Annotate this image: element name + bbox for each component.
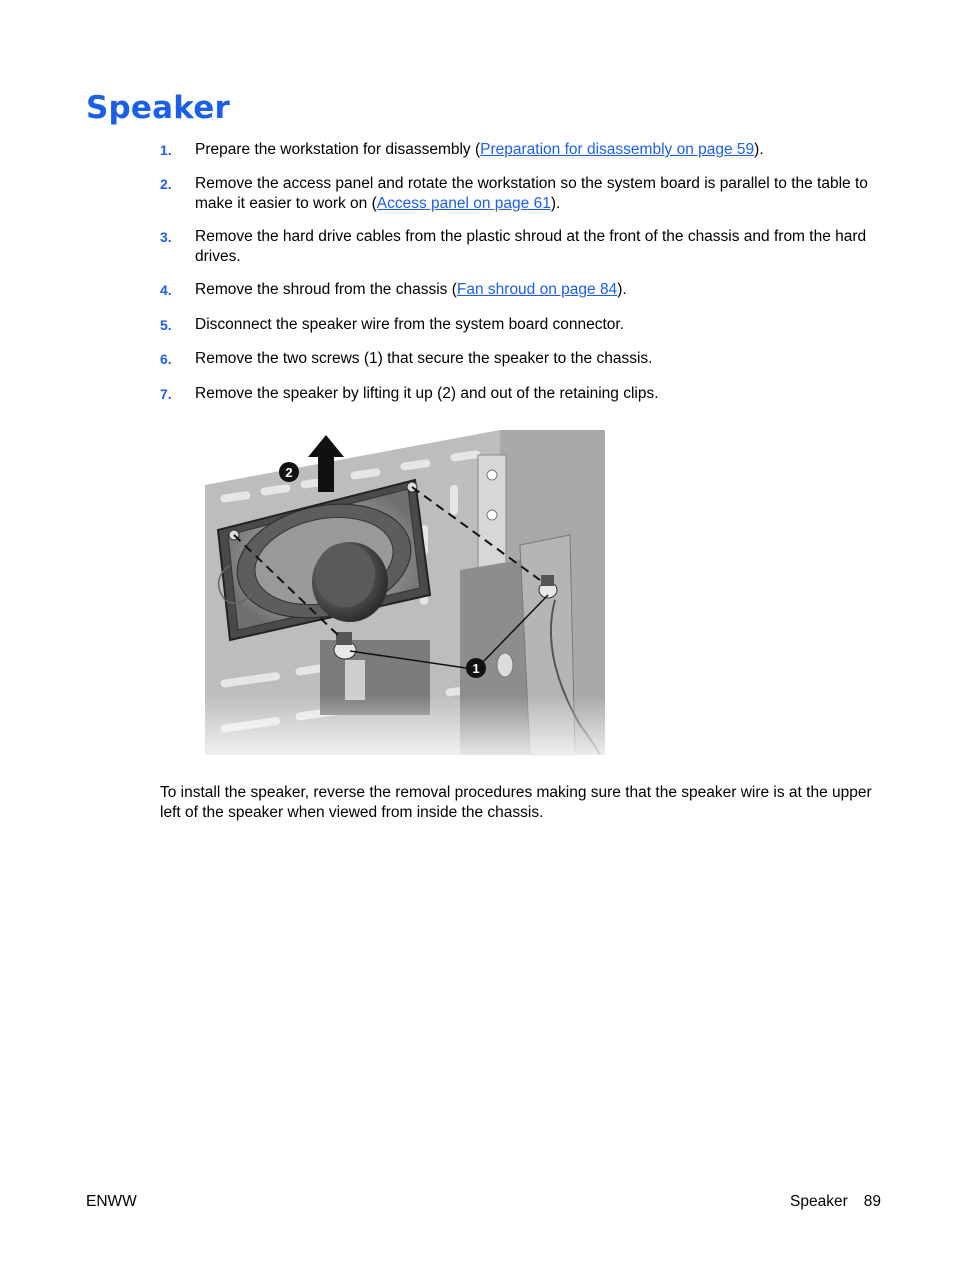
link-fan-shroud[interactable]: Fan shroud on page 84 — [456, 281, 618, 298]
page-title: Speaker — [86, 90, 230, 126]
step-text: Remove the shroud from the chassis ( — [195, 281, 457, 298]
step-text: Remove the speaker by lifting it up (2) and out of the retaining clips. — [195, 385, 659, 402]
step-item — [160, 174, 880, 214]
step-number: 4. — [160, 282, 172, 298]
callout-1 — [466, 658, 486, 678]
step-number: 3. — [160, 229, 172, 245]
link-access-panel[interactable]: Access panel on page 61 — [376, 195, 551, 212]
speaker-removal-figure — [200, 425, 610, 760]
step-item — [160, 140, 764, 160]
page-number: 89 — [863, 1193, 881, 1210]
step-text: Disconnect the speaker wire from the system board connector. — [195, 316, 625, 333]
link-preparation-for-disassembly[interactable]: Preparation for disassembly on page 59 — [480, 141, 755, 158]
step-number: 1. — [160, 142, 172, 158]
step-text: Remove the two screws (1) that secure the speaker to the chassis. — [195, 350, 653, 367]
step-text-end: ). — [754, 141, 764, 158]
step-text-end: ). — [617, 281, 627, 298]
step-number: 6. — [160, 351, 172, 367]
step-text-end: ). — [550, 195, 561, 212]
footer-right — [790, 1193, 881, 1211]
step-number: 2. — [160, 176, 172, 192]
footer-section: Speaker — [790, 1193, 848, 1210]
footer-left: ENWW — [86, 1193, 137, 1210]
step-text: Prepare the workstation for disassembly ( — [195, 141, 481, 158]
step-item — [160, 227, 880, 267]
callout-2-label: 2 — [285, 465, 293, 480]
callout-1-label: 1 — [472, 661, 480, 676]
step-number: 5. — [160, 317, 172, 333]
step-item — [160, 384, 659, 404]
step-item — [160, 280, 627, 300]
step-item — [160, 315, 624, 335]
step-text: Remove the access panel and rotate the workstation so the system board is parallel to the table to make it easier to work on ( — [195, 175, 868, 212]
step-number: 7. — [160, 386, 172, 402]
speaker-illustration — [200, 425, 610, 760]
install-paragraph: To install the speaker, reverse the removal procedures making sure that the speaker wire is at the upper left of the speaker when viewed from inside the chassis. — [160, 784, 872, 821]
step-item — [160, 349, 652, 369]
step-text: Remove the hard drive cables from the plastic shroud at the front of the chassis and from the hard drives. — [195, 228, 867, 265]
callout-2 — [279, 462, 299, 482]
